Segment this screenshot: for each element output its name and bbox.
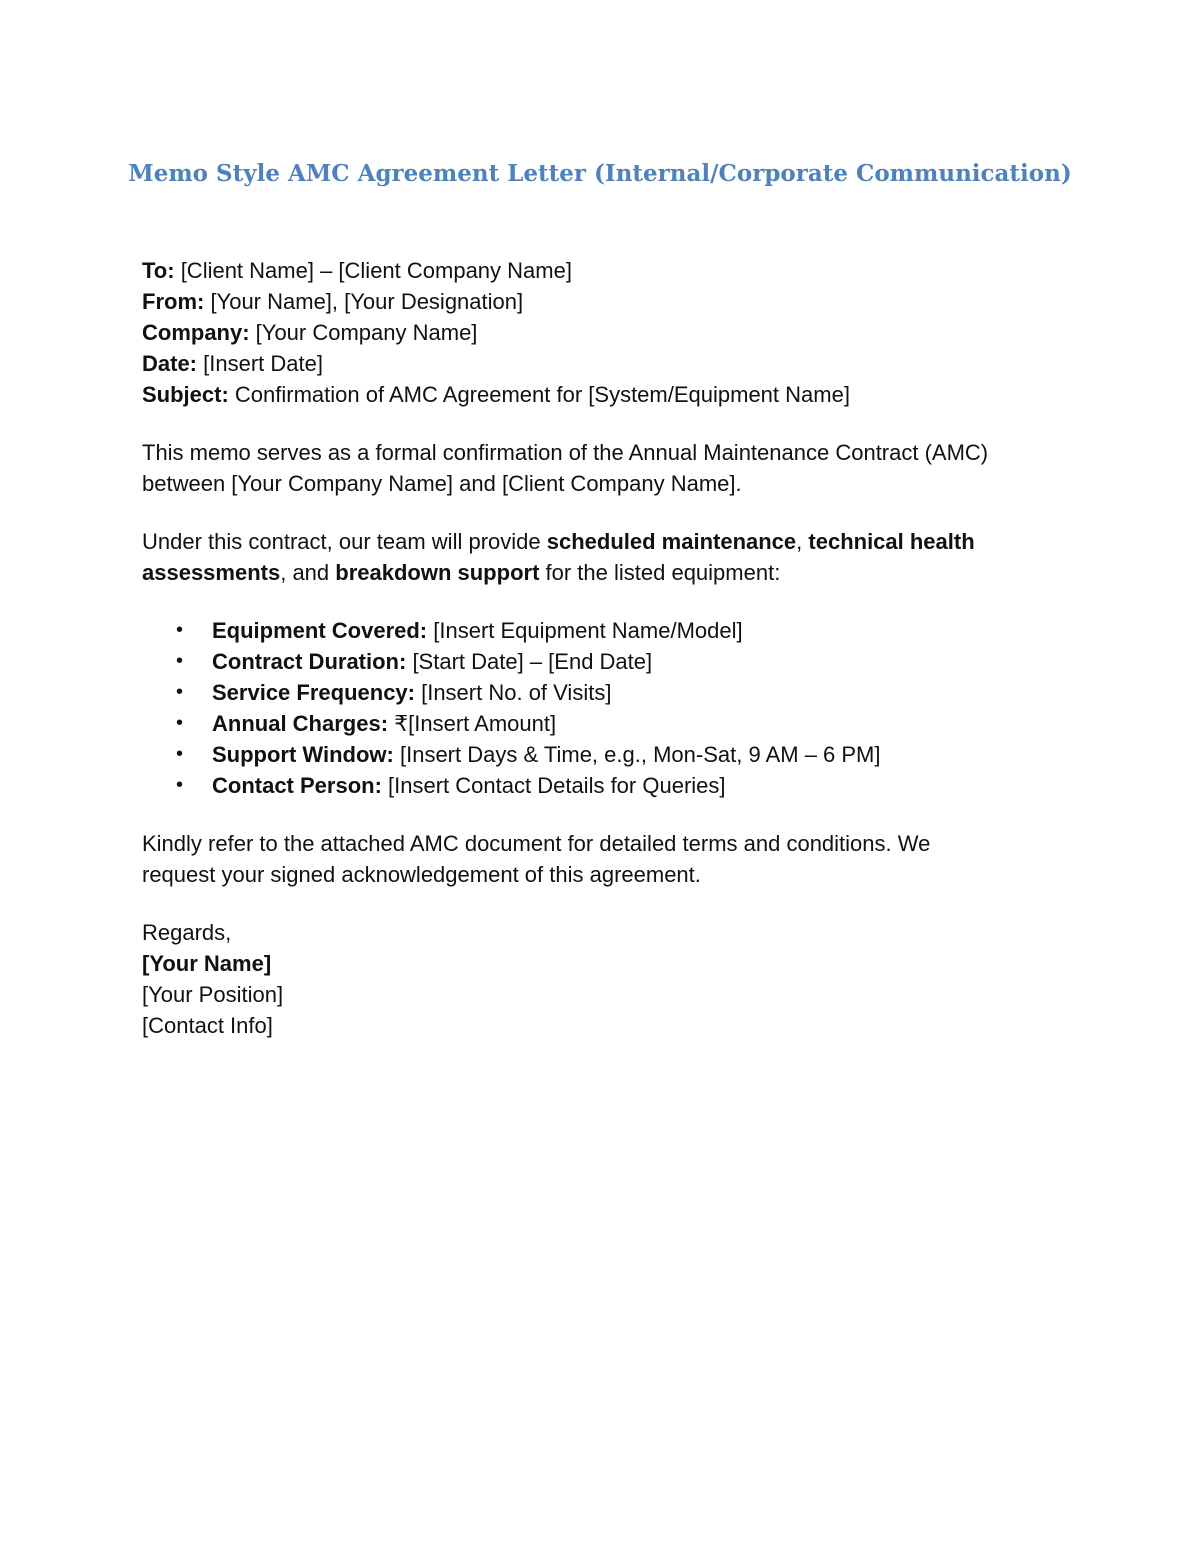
- item-value: [Insert Equipment Name/Model]: [427, 618, 743, 643]
- to-value: [Client Name] – [Client Company Name]: [174, 258, 572, 283]
- regards-text: Regards,: [142, 920, 232, 945]
- list-item: [142, 739, 1062, 770]
- item-value: [Insert Days & Time, e.g., Mon-Sat, 9 AM – 6 PM]: [393, 742, 881, 767]
- services-text-1: Under this contract, our team will provide: [142, 529, 547, 554]
- intro-line-2: between [Your Company Name] and [Client Company Name].: [142, 471, 742, 496]
- services-bold-3: assessments: [142, 560, 281, 585]
- to-line: [142, 255, 1062, 286]
- item-label: Service Frequency:: [212, 680, 415, 705]
- signer-position: [Your Position]: [142, 982, 284, 1007]
- services-text-4: for the listed equipment:: [539, 560, 781, 585]
- item-label: Annual Charges:: [212, 711, 389, 736]
- item-value: ₹[Insert Amount]: [388, 711, 557, 736]
- list-item: [142, 677, 1062, 708]
- signer-name: [Your Name]: [142, 951, 272, 976]
- closing-paragraph: [142, 828, 1062, 890]
- memo-body: [142, 255, 1062, 1041]
- item-value: [Start Date] – [End Date]: [406, 649, 653, 674]
- closing-line-2: request your signed acknowledgement of this agreement.: [142, 862, 701, 887]
- bullet-icon: •: [176, 712, 184, 734]
- bullet-icon: •: [176, 650, 184, 672]
- services-line-2: [142, 557, 1062, 588]
- services-bold-2: technical health: [808, 529, 975, 554]
- intro-line-1: This memo serves as a formal confirmation of the Annual Maintenance Contract (AMC): [142, 440, 989, 465]
- item-label: Support Window:: [212, 742, 394, 767]
- item-value: [Insert No. of Visits]: [414, 680, 612, 705]
- services-paragraph: [142, 526, 1062, 588]
- list-item: [142, 615, 1062, 646]
- intro-paragraph: [142, 437, 1062, 499]
- date-line: [142, 348, 1062, 379]
- services-line-1: [142, 526, 1062, 557]
- item-label: Contact Person:: [212, 773, 382, 798]
- to-label: To:: [142, 258, 175, 283]
- agreement-details-list: [142, 615, 1062, 801]
- company-value: [Your Company Name]: [249, 320, 478, 345]
- services-bold-1: scheduled maintenance: [546, 529, 797, 554]
- signature-block: [142, 917, 1062, 1041]
- list-item: [142, 770, 1062, 801]
- services-text-2: ,: [796, 529, 809, 554]
- date-value: [Insert Date]: [197, 351, 323, 376]
- closing-line-1: Kindly refer to the attached AMC document for detailed terms and conditions. We: [142, 831, 931, 856]
- document-title: Memo Style AMC Agreement Letter (Internal/Corporate Communication): [128, 160, 1072, 187]
- subject-line: [142, 379, 1062, 410]
- from-value: [Your Name], [Your Designation]: [204, 289, 524, 314]
- bullet-icon: •: [176, 619, 184, 641]
- company-line: [142, 317, 1062, 348]
- bullet-icon: •: [176, 774, 184, 796]
- date-label: Date:: [142, 351, 198, 376]
- signer-contact: [Contact Info]: [142, 1013, 273, 1038]
- item-label: Equipment Covered:: [212, 618, 428, 643]
- item-label: Contract Duration:: [212, 649, 407, 674]
- subject-label: Subject:: [142, 382, 229, 407]
- company-label: Company:: [142, 320, 250, 345]
- list-item: [142, 708, 1062, 739]
- memo-header: [142, 255, 1062, 410]
- subject-value: Confirmation of AMC Agreement for [System/Equipment Name]: [228, 382, 850, 407]
- from-line: [142, 286, 1062, 317]
- list-item: [142, 646, 1062, 677]
- bullet-icon: •: [176, 681, 184, 703]
- from-label: From:: [142, 289, 205, 314]
- services-bold-4: breakdown support: [335, 560, 540, 585]
- bullet-icon: •: [176, 743, 184, 765]
- services-text-3: , and: [280, 560, 336, 585]
- item-value: [Insert Contact Details for Queries]: [381, 773, 726, 798]
